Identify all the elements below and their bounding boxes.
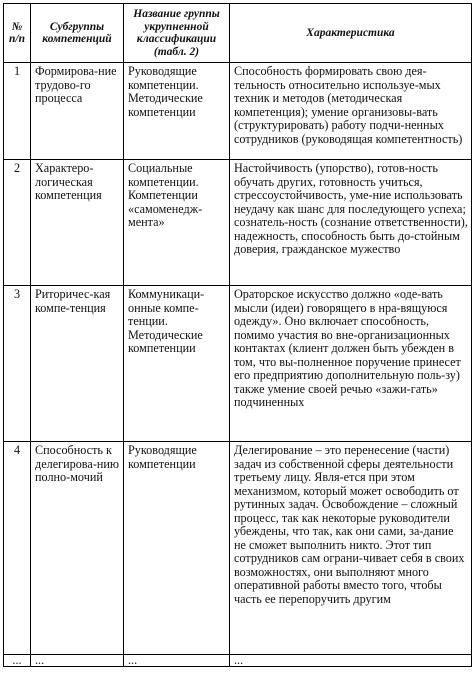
row-group: Руководящие компетенции [124,442,230,655]
ellipsis-cell: ... [31,655,124,667]
row-group: Социальные компетенции. Компетенции «самоменедж-мента» [124,160,230,286]
row-num: 2 [4,160,31,286]
header-group: Название группы укрупненной классификации (табл. 2) [124,4,230,63]
row-subgroup: Характеро-логическая компетенция [31,160,124,286]
row-subgroup: Риторичес-кая компе-тенция [31,286,124,442]
ellipsis-cell: ... [4,655,31,667]
row-subgroup: Формирова-ние трудово-го процесса [31,63,124,160]
row-characteristic: Делегирование – это перенесение (части) задач из собственной сферы деятельности третьему лицу. Явля-ется при этом механизмом, который может освободить от рутинных задач. Освобождение – сложный процесс, так как некоторые руководители убеждены, что так, как они сами, за-дание не сможет выполнить никто. Этот тип сотрудников сам ограни-чивает себя в своих возможностях, они выполняют много оперативной работы вместо того, чтобы часть ее перепоручить другим [230,442,472,655]
header-characteristic: Характеристика [230,4,472,63]
ellipsis-cell: ... [230,655,472,667]
table-row [4,63,472,160]
header-subgroup: Субгруппы компетенций [31,4,124,63]
header-num: № п/п [4,4,31,63]
row-group: Коммуникаци-онные компе-тенции. Методические компетенции [124,286,230,442]
row-characteristic: Способность формировать свою дея-тельность относительно используе-мых техник и методов (методическая компетенция); умение организовы-вать (структурировать) работу подчи-ненных сотрудников (руководящая компетентность) [230,63,472,160]
table-row [4,286,472,442]
row-num: 4 [4,442,31,655]
row-subgroup: Способность к делегирова-нию полно-мочий [31,442,124,655]
row-num: 3 [4,286,31,442]
table-row-ellipsis [4,655,472,667]
competence-table [3,3,472,667]
row-characteristic: Настойчивость (упорство), готов-ность обучать других, готовность учиться, стрессоустойчивость, уме-ние использовать неудачу как шанс для последующего успеха; сознатель-ность (сознание ответственности), надежность, способность быть до-стойным доверия, гражданское мужество [230,160,472,286]
ellipsis-cell: ... [124,655,230,667]
table-row [4,442,472,655]
row-characteristic: Ораторское искусство должно «оде-вать мысли (идеи) говорящего в нра-вящуюся одежду». Оно включает способность, помимо участия во вне-организационных контактах (клиент должен быть убежден в том, что вы-полненное поручение принесет его предприятию дополнительную поль-зу) также умение своей речью «зажи-гать» подчиненных [230,286,472,442]
table-row [4,160,472,286]
row-group: Руководящие компетенции. Методические компетенции [124,63,230,160]
row-num: 1 [4,63,31,160]
table-header-row [4,4,472,63]
